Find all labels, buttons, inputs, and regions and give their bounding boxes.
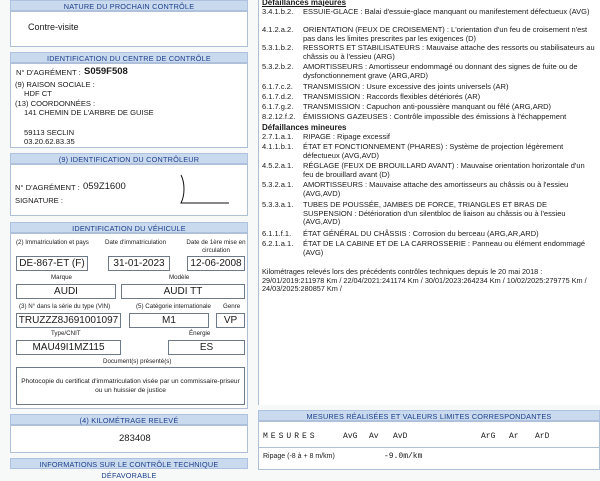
defect-row [262,133,594,142]
energie-value: ES [168,340,245,355]
centre-phone: 03.20.62.83.35 [24,137,75,146]
raison-sociale-value: HDF CT [24,89,52,98]
defect-code: 5.3.2.b.2. [262,62,294,71]
defect-row [262,201,594,228]
modele-label: Modèle [169,274,190,281]
defect-text: TUBES DE POUSSÉE, JAMBES DE FORCE, TRIANGLES ET BRAS DE SUSPENSION : Détérioration d'un silentbloc de liaison au châssis ou à l'essieu (AVG,AVD) [303,200,566,227]
defect-row [262,113,594,122]
mesures-header: MESURES RÉALISÉES ET VALEURS LIMITES CORRESPONDANTES [258,410,600,421]
mesures-col-arg: ArG [481,432,496,441]
controleur-agrement-label: N° D'AGRÉMENT : [15,183,80,192]
defect-text: ÉTAT GÉNÉRAL DU CHÂSSIS : Corrosion du berceau (ARG,AR,ARD) [303,229,539,238]
mesures-col-avd: AvD [393,432,408,441]
coordonnees-label: (13) COORDONNÉES : [15,99,96,108]
nature-header: NATURE DU PROCHAIN CONTRÔLE [10,0,248,11]
date-immat-value: 31-01-2023 [108,256,170,271]
defect-row [262,83,594,92]
defect-code: 6.2.1.a.1. [262,239,294,248]
centre-header: IDENTIFICATION DU CENTRE DE CONTRÔLE [10,52,248,63]
immat-value: DE-867-ET (F) [16,256,88,271]
marque-label: Marque [51,274,72,281]
defect-text: AMORTISSEURS : Mauvaise attache des amortisseurs au châssis ou à l'essieu (AVG,AVD) [303,180,569,198]
defect-code: 4.5.2.a.1. [262,161,294,170]
nature-value: Contre-visite [28,22,79,32]
defect-text: ÉTAT DE LA CABINE ET DE LA CARROSSERIE : Panneau ou élément endommagé (AVG) [303,239,586,257]
defect-code: 4.1.1.b.1. [262,142,294,151]
defect-code: 5.3.1.b.2. [262,43,294,52]
defect-text: RÉGLAGE (FEUX DE BROUILLARD AVANT) : Mauvaise orientation horizontale d'un feu de brouillard avant (D) [303,161,585,179]
nature-panel [10,11,248,47]
km-history-note: Kilométrages relevés lors des précédents contrôles techniques depuis le 20 mai 2018 : 29/01/2019:211978 Km / 22/04/2021:241174 Km / 30/01/2023:264234 Km / 10/02/2025:279775 Km / 24/03/2025:280857 Km / [262,267,587,294]
km-panel [10,425,248,453]
defect-row [262,230,594,239]
defect-text: ÉMISSIONS GAZEUSES : Contrôle impossible des émissions à l'échappement [303,112,567,121]
marque-value: AUDI [16,284,116,299]
mesures-divider [259,447,599,448]
genre-value: VP [216,313,245,328]
mesures-panel [258,421,600,470]
mineures-title: Défaillances mineures [262,123,347,132]
defect-text: ORIENTATION (FEUX DE CROISEMENT) : L'orientation d'un feu de croisement n'est pas dans les limites prescrites par les exigences (D) [303,25,588,43]
defect-text: RESSORTS ET STABILISATEURS : Mauvaise attache des ressorts ou stabilisateurs au châssis ou à l'essieu (ARG) [303,43,595,61]
modele-value: AUDI TT [121,284,245,299]
categorie-value: M1 [129,313,209,328]
mesures-col-av: Av [369,432,379,441]
defect-row [262,240,594,258]
genre-label: Genre [223,303,241,310]
docs-label: Document(s) présenté(s) [103,358,172,365]
signature-label: SIGNATURE : [15,196,63,205]
raison-sociale-label: (9) RAISON SOCIALE : [15,80,95,89]
signature-mark [141,171,231,211]
docs-box [16,367,245,405]
controleur-agrement-value: 059Z1600 [83,181,126,192]
centre-agrement-value: S059F508 [84,66,128,77]
defect-text: TRANSMISSION : Usure excessive des joints universels (AR) [303,82,509,91]
defect-code: 2.7.1.a.1. [262,132,294,141]
vin-value: TRUZZZ8J691001097 [16,313,121,328]
defect-row [262,26,594,44]
defect-code: 6.1.1.f.1. [262,229,292,238]
defect-row [262,103,594,112]
defect-text: TRANSMISSION : Capuchon anti-poussière manquant ou fêlé (ARG,ARD) [303,102,552,111]
ripage-value: -9.0m/km [384,452,423,461]
defect-text: RIPAGE : Ripage excessif [303,132,390,141]
mesures-col-avg: AvG [343,432,358,441]
defect-row [262,181,594,199]
centre-agrement-label: N° D'AGRÉMENT : [16,68,81,77]
mesures-col-ar: Ar [509,432,519,441]
controleur-panel [10,164,248,216]
bottom-header: INFORMATIONS SUR LE CONTRÔLE TECHNIQUE DÉFAVORABLE [10,458,248,469]
defect-code: 5.3.2.a.1. [262,180,294,189]
defect-row [262,8,594,26]
centre-city: 59113 SECLIN [24,128,75,137]
defect-row [262,162,594,180]
defect-row [262,44,594,62]
defect-text: ÉTAT ET FONCTIONNEMENT (PHARES) : Système de projection légèrement défectueux (AVG,AVD) [303,142,564,160]
defect-text: TRANSMISSION : Raccords flexibles détériorés (AR) [303,92,481,101]
date-first-label: Date de 1ère mise en circulation [186,239,246,254]
type-label: Type/CNIT [51,330,81,337]
vehicule-header: IDENTIFICATION DU VÉHICULE [10,222,248,233]
defect-text: AMORTISSEURS : Amortisseur endommagé ou donnant des signes de fuite ou de dysfonctionnement grave (ARG,ARD) [303,62,578,80]
centre-panel [10,63,248,148]
defect-row [262,63,594,81]
date-first-value: 12-06-2008 [187,256,245,271]
mesures-col-ard: ArD [535,432,550,441]
type-value: MAU49I1MZ115 [16,340,121,355]
defect-row [262,143,594,161]
mesures-label: MESURES [263,432,318,441]
ripage-label: Ripage (-8 à + 8 m/km) [263,453,335,460]
energie-label: Énergie [189,330,211,337]
defect-code: 6.1.7.d.2. [262,92,294,101]
docs-value: Photocopie du certificat d'immatriculation visée par un commissaire-priseur ou un huissier de justice [21,378,240,394]
defect-code: 4.1.2.a.2. [262,25,294,34]
km-value: 283408 [119,433,151,444]
controleur-header: (9) IDENTIFICATION DU CONTRÔLEUR [10,153,248,164]
defect-text: ESSUIE-GLACE : Balai d'essuie-glace manquant ou manifestement défectueux (AVG) [303,7,590,16]
vehicule-panel [10,233,248,409]
defect-code: 8.2.12.f.2. [262,112,296,121]
defect-code: 6.1.7.c.2. [262,82,293,91]
date-immat-label: Date d'immatriculation [105,239,167,246]
defect-row [262,93,594,102]
defect-code: 6.1.7.g.2. [262,102,294,111]
defect-code: 5.3.3.a.1. [262,200,294,209]
km-header: (4) KILOMÉTRAGE RELEVÉ [10,414,248,425]
immat-label: (2) Immatriculation et pays [16,239,89,246]
centre-address: 141 CHEMIN DE L'ARBRE DE GUISE [24,108,154,117]
majeures-title: Défaillances majeures [262,0,347,7]
vin-label: (3) N° dans la série du type (VIN) [19,303,111,310]
defect-code: 3.4.1.b.2. [262,7,294,16]
categorie-label: (5) Catégorie internationale [136,303,211,310]
